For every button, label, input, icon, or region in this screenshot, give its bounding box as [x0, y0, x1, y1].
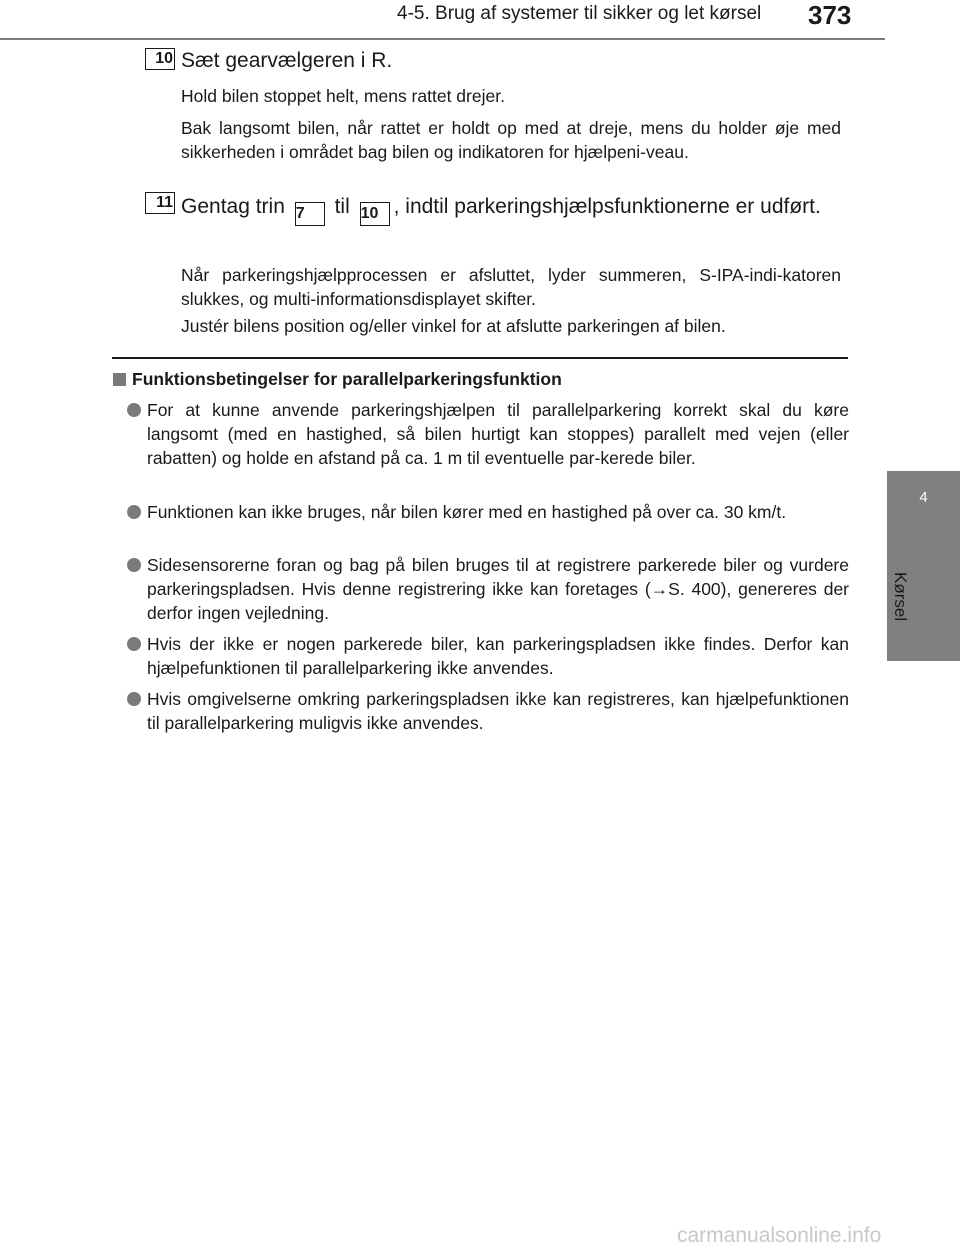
list-item-text: Hvis omgivelserne omkring parkeringspladsen ikke kan registreres, kan hjælpefunktionen til parallelparkering muligvis ikke anvendes. [147, 689, 849, 733]
step-title-text: , indtil parkeringshjælpsfunktionerne er udført. [393, 195, 821, 218]
step-badge-10: 10 [145, 48, 175, 70]
section-heading [113, 369, 562, 390]
list-item-text: Funktionen kan ikke bruges, når bilen kører med en hastighed på over ca. 30 km/t. [147, 502, 787, 522]
header-rule [0, 38, 885, 40]
section-divider [112, 357, 848, 359]
page-number: 373 [808, 0, 852, 30]
circle-bullet-icon [127, 558, 141, 572]
running-header: 4-5. Brug af systemer til sikker og let kørsel [397, 3, 762, 24]
step-paragraph: Bak langsomt bilen, når rattet er holdt op med at dreje, mens du holder øje med sikkerheden i området bag bilen og indikatoren for hjælpeni-veau. [181, 118, 841, 162]
step-title-text: Gentag trin [181, 195, 285, 218]
step-ref-badge: 10 [360, 202, 390, 226]
step-ref-badge: 7 [295, 202, 325, 226]
step-paragraph: Justér bilens position og/eller vinkel for at afslutte parkeringen af bilen. [181, 316, 726, 336]
chapter-label: Kørsel [891, 572, 910, 622]
list-item-text: Sidesensorerne foran og bag på bilen bruges til at registrere parkerede biler og vurdere parkeringspladsen. Hvis denne registrering ikke kan foretages (→S. 400), genereres der derfor ingen vejledning. [147, 555, 849, 623]
list-item-text: For at kunne anvende parkeringshjælpen til parallelparkering korrekt skal du køre langsomt (med en hastighed, så bilen hurtigt kan stoppes) parallelt med vejen (eller rabatten) og holde en afstand på ca. 1 m til eventuelle par-kerede biler. [147, 400, 849, 468]
circle-bullet-icon [127, 692, 141, 706]
section-heading-text: Funktionsbetingelser for parallelparkeringsfunktion [132, 369, 562, 389]
step-paragraph: Når parkeringshjælpprocessen er afsluttet, lyder summeren, S-IPA-indi-katoren slukkes, og multi-informationsdisplayet skifter. [181, 265, 841, 309]
chapter-tab [887, 471, 960, 661]
step-paragraph: Hold bilen stoppet helt, mens rattet drejer. [181, 86, 505, 106]
step-badge-11: 11 [145, 192, 175, 214]
watermark: carmanualsonline.info [677, 1224, 882, 1247]
circle-bullet-icon [127, 637, 141, 651]
step-title [181, 191, 841, 226]
step-title: Sæt gearvælgeren i R. [181, 49, 393, 72]
square-bullet-icon [113, 373, 126, 386]
list-item-text: Hvis der ikke er nogen parkerede biler, kan parkeringspladsen ikke findes. Derfor kan hjælpefunktionen til parallelparkering ikke anvendes. [147, 634, 849, 678]
chapter-number: 4 [919, 489, 928, 506]
circle-bullet-icon [127, 505, 141, 519]
step-title-text: til [334, 195, 350, 218]
circle-bullet-icon [127, 403, 141, 417]
